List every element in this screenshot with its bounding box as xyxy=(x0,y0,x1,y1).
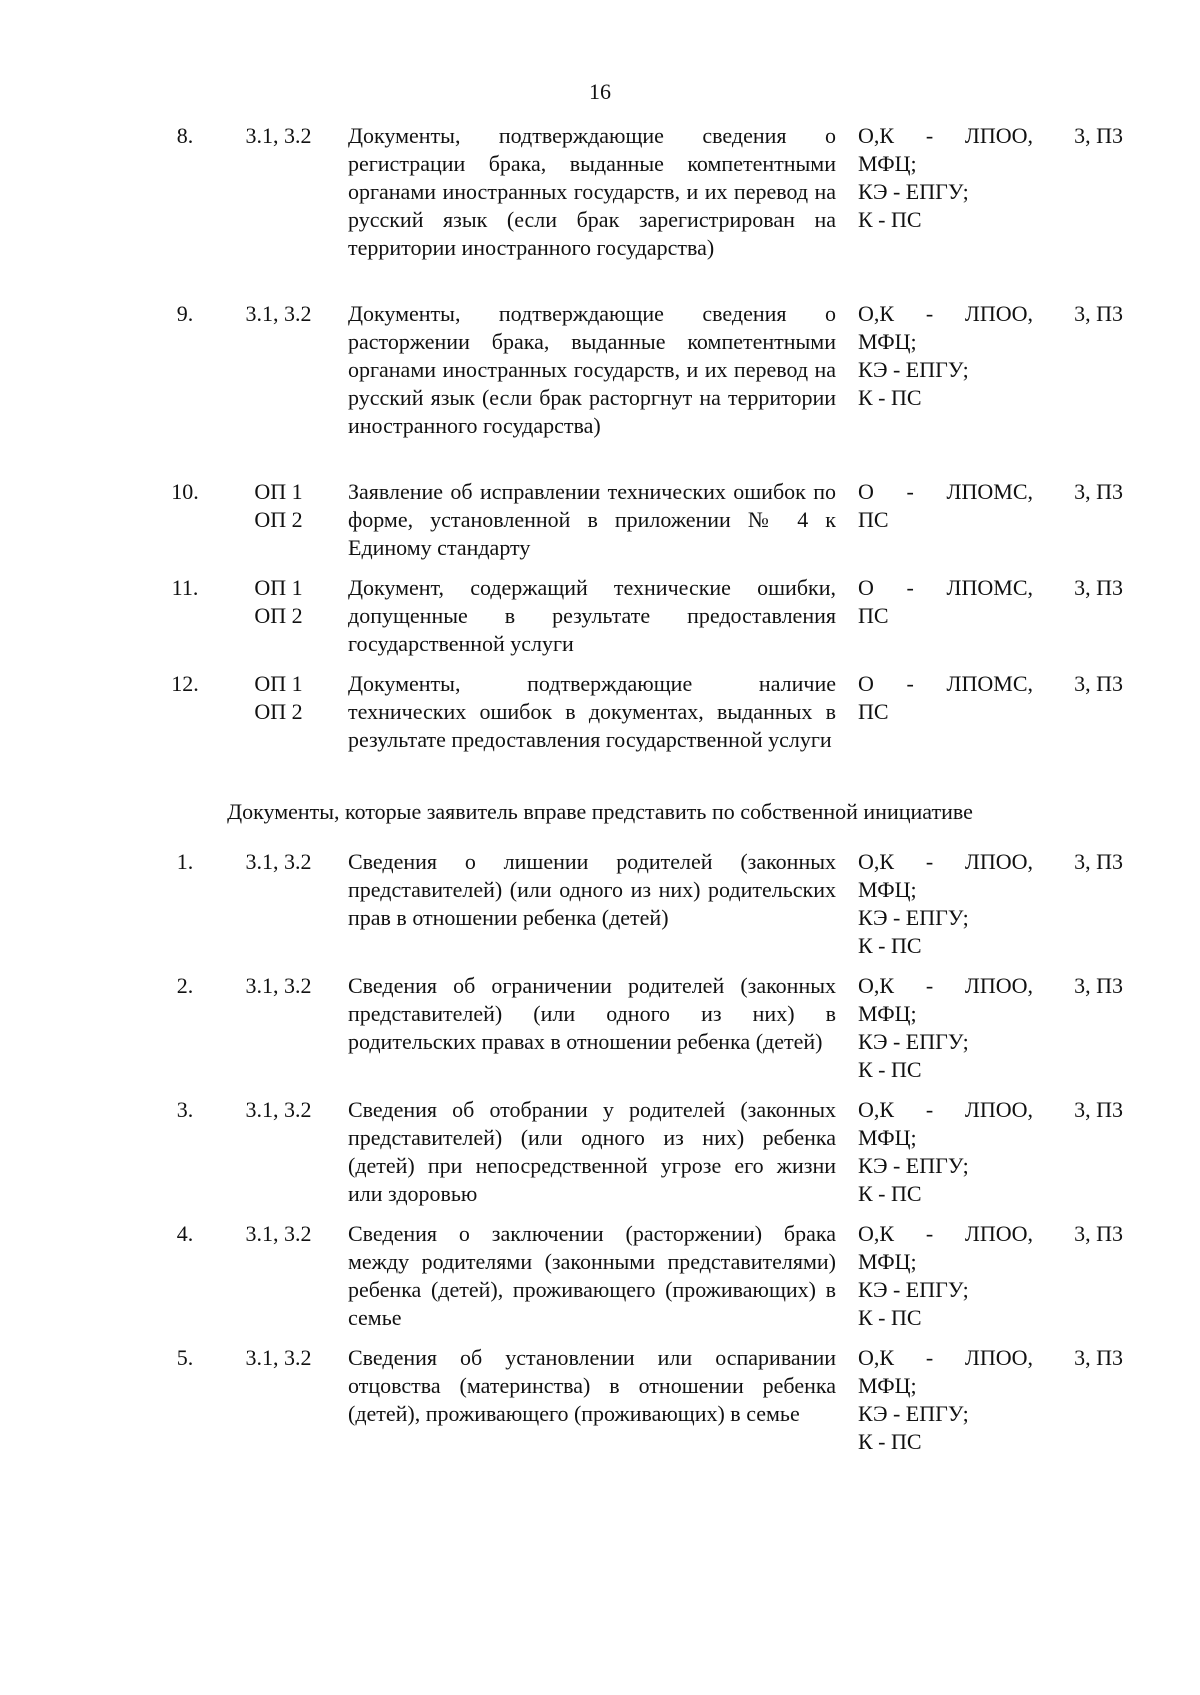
row-code: 3.1, 3.2 xyxy=(245,849,312,874)
form-line: МФЦ; xyxy=(858,1373,917,1398)
row-doc-type: 3, П3 xyxy=(1074,123,1123,148)
form-line: МФЦ; xyxy=(858,1001,917,1026)
form-line: О,К - ЛПОО, xyxy=(858,849,1033,874)
row-doc-type: 3, П3 xyxy=(1074,849,1123,874)
table-row xyxy=(150,848,1130,972)
table-row xyxy=(150,972,1130,1096)
row-code: 3.1, 3.2 xyxy=(245,1345,312,1370)
row-number: 5. xyxy=(176,1345,194,1370)
form-line: КЭ - ЕПГУ; xyxy=(858,1153,969,1178)
row-code: 3.1, 3.2 xyxy=(245,1221,312,1246)
row-doc-type: 3, П3 xyxy=(1074,479,1123,504)
table-row xyxy=(150,1344,1130,1468)
row-doc-type: 3, П3 xyxy=(1074,1097,1123,1122)
row-code: ОП 1 ОП 2 xyxy=(254,479,303,532)
table-row xyxy=(150,478,1130,574)
row-doc-type: 3, П3 xyxy=(1074,1221,1123,1246)
row-code: 3.1, 3.2 xyxy=(245,301,312,326)
row-number: 9. xyxy=(176,301,194,326)
row-description: Сведения об ограничении родителей (законных представителей) (или одного из них) в родительских правах в отношении ребенка (детей) xyxy=(348,973,836,1054)
row-number: 12. xyxy=(171,671,199,696)
table-row xyxy=(150,1220,1130,1344)
form-line: О,К - ЛПОО, xyxy=(858,1221,1033,1246)
row-submission-form xyxy=(858,1220,1033,1344)
row-description: Сведения об установлении или оспаривании отцовства (материнства) в отношении ребенка (детей), проживающего (проживающих) в семье xyxy=(348,1345,836,1426)
form-line: К - ПС xyxy=(858,1305,922,1330)
row-description: Документы, подтверждающие сведения о регистрации брака, выданные компетентными органами иностранных государств, и их перевод на русский язык (если брак зарегистрирован на территории иностранного государства) xyxy=(348,123,836,260)
form-line: КЭ - ЕПГУ; xyxy=(858,179,969,204)
row-description: Документы, подтверждающие наличие технических ошибок в документах, выданных в результате предоставления государственной услуги xyxy=(348,671,836,752)
row-doc-type: 3, П3 xyxy=(1074,301,1123,326)
table-row xyxy=(150,670,1130,798)
page-number: 16 xyxy=(589,79,611,104)
row-submission-form xyxy=(858,670,1033,798)
form-line: МФЦ; xyxy=(858,1249,917,1274)
row-number: 10. xyxy=(171,479,199,504)
row-number: 1. xyxy=(176,849,194,874)
form-line: О - ЛПОМС, xyxy=(858,479,1033,504)
row-submission-form xyxy=(858,848,1033,972)
form-line: О,К - ЛПОО, xyxy=(858,123,1033,148)
form-line: О - ЛПОМС, xyxy=(858,671,1033,696)
row-number: 8. xyxy=(176,123,194,148)
form-line: МФЦ; xyxy=(858,151,917,176)
row-doc-type: 3, П3 xyxy=(1074,575,1123,600)
row-submission-form xyxy=(858,574,1033,670)
row-submission-form xyxy=(858,1344,1033,1468)
row-submission-form xyxy=(858,122,1033,300)
row-description: Заявление об исправлении технических ошибок по форме, установленной в приложении № 4 к Единому стандарту xyxy=(348,479,836,560)
form-line: К - ПС xyxy=(858,1181,922,1206)
form-line: К - ПС xyxy=(858,933,922,958)
form-line: К - ПС xyxy=(858,1429,922,1454)
row-code: 3.1, 3.2 xyxy=(245,123,312,148)
row-code: ОП 1 ОП 2 xyxy=(254,671,303,724)
row-code: 3.1, 3.2 xyxy=(245,1097,312,1122)
row-number: 4. xyxy=(176,1221,194,1246)
row-description: Документы, подтверждающие сведения о расторжении брака, выданные компетентными органами иностранных государств, и их перевод на русский язык (если брак расторгнут на территории иностранного государства) xyxy=(348,301,836,438)
form-line: О,К - ЛПОО, xyxy=(858,301,1033,326)
row-code: ОП 1 ОП 2 xyxy=(254,575,303,628)
form-line: МФЦ; xyxy=(858,877,917,902)
form-line: КЭ - ЕПГУ; xyxy=(858,1277,969,1302)
form-line: КЭ - ЕПГУ; xyxy=(858,905,969,930)
row-submission-form xyxy=(858,300,1033,478)
row-description: Сведения о заключении (расторжении) брака между родителями (законными представителями) ребенка (детей), проживающего (проживающих) в семье xyxy=(348,1221,836,1330)
form-line: ПС xyxy=(858,507,889,532)
row-submission-form xyxy=(858,478,1033,574)
table-row xyxy=(150,300,1130,478)
row-doc-type: 3, П3 xyxy=(1074,671,1123,696)
form-line: О,К - ЛПОО, xyxy=(858,1345,1033,1370)
row-number: 2. xyxy=(176,973,194,998)
section-heading: Документы, которые заявитель вправе представить по собственной инициативе xyxy=(227,799,973,824)
row-code: 3.1, 3.2 xyxy=(245,973,312,998)
form-line: К - ПС xyxy=(858,1057,922,1082)
row-number: 3. xyxy=(176,1097,194,1122)
form-line: К - ПС xyxy=(858,385,922,410)
form-line: КЭ - ЕПГУ; xyxy=(858,1029,969,1054)
form-line: О,К - ЛПОО, xyxy=(858,973,1033,998)
row-description: Документ, содержащий технические ошибки, допущенные в результате предоставления государственной услуги xyxy=(348,575,836,656)
row-submission-form xyxy=(858,972,1033,1096)
row-submission-form xyxy=(858,1096,1033,1220)
form-line: О,К - ЛПОО, xyxy=(858,1097,1033,1122)
table-row xyxy=(150,574,1130,670)
row-description: Сведения о лишении родителей (законных представителей) (или одного из них) родительских прав в отношении ребенка (детей) xyxy=(348,849,836,930)
row-doc-type: 3, П3 xyxy=(1074,1345,1123,1370)
row-number: 11. xyxy=(171,575,199,600)
form-line: МФЦ; xyxy=(858,329,917,354)
form-line: ПС xyxy=(858,603,889,628)
form-line: КЭ - ЕПГУ; xyxy=(858,1401,969,1426)
form-line: ПС xyxy=(858,699,889,724)
form-line: О - ЛПОМС, xyxy=(858,575,1033,600)
table-row xyxy=(150,122,1130,300)
form-line: К - ПС xyxy=(858,207,922,232)
form-line: МФЦ; xyxy=(858,1125,917,1150)
documents-table xyxy=(150,122,1130,1468)
row-doc-type: 3, П3 xyxy=(1074,973,1123,998)
form-line: КЭ - ЕПГУ; xyxy=(858,357,969,382)
row-description: Сведения об отобрании у родителей (законных представителей) (или одного из них) ребенка (детей) при непосредственной угрозе его жизни или здоровью xyxy=(348,1097,836,1206)
table-row xyxy=(150,1096,1130,1220)
